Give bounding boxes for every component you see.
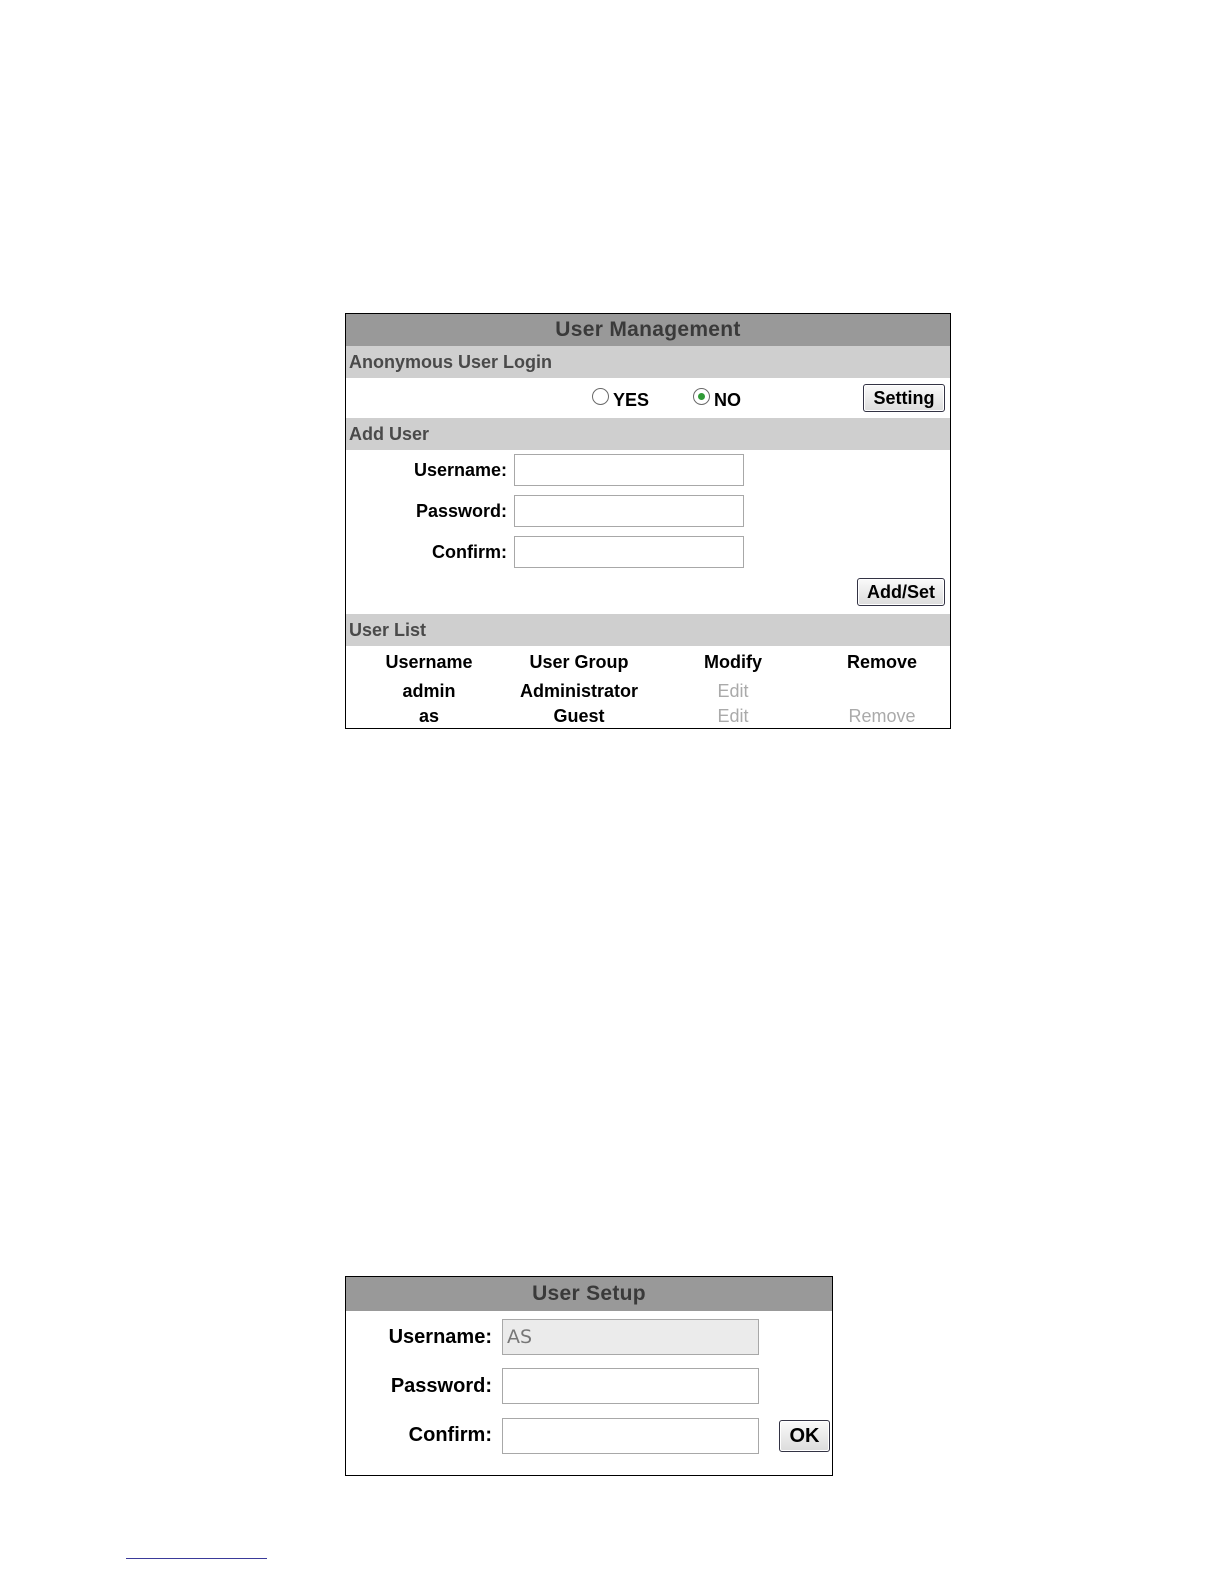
setup-password-input[interactable] bbox=[502, 1368, 759, 1404]
column-header-modify: Modify bbox=[704, 652, 762, 672]
panel-title: User Management bbox=[346, 314, 950, 346]
setup-username-label: Username: bbox=[388, 1326, 492, 1348]
row-2-user-group: Guest bbox=[553, 706, 605, 726]
add-user-form bbox=[346, 450, 950, 614]
anonymous-login-section-header: Anonymous User Login bbox=[346, 346, 950, 378]
user-list-table bbox=[346, 646, 950, 728]
row-2-username: as bbox=[418, 706, 440, 726]
ok-button[interactable]: OK bbox=[779, 1420, 830, 1452]
user-setup-title: User Setup bbox=[346, 1277, 832, 1311]
username-label: Username: bbox=[413, 460, 507, 480]
anonymous-login-row bbox=[346, 378, 950, 418]
confirm-label: Confirm: bbox=[432, 542, 507, 562]
row-2-remove-link[interactable]: Remove bbox=[848, 706, 916, 726]
password-input[interactable] bbox=[514, 495, 744, 527]
confirm-input[interactable] bbox=[514, 536, 744, 568]
user-setup-form bbox=[346, 1311, 832, 1475]
row-1-edit-link[interactable]: Edit bbox=[717, 681, 749, 701]
row-1-user-group: Administrator bbox=[519, 681, 638, 701]
user-list-section-header: User List bbox=[346, 614, 950, 646]
radio-yes[interactable] bbox=[592, 388, 609, 405]
row-1-username: admin bbox=[402, 681, 456, 701]
add-user-section-header: Add User bbox=[346, 418, 950, 450]
add-set-button[interactable]: Add/Set bbox=[857, 578, 945, 606]
setup-username-input: AS bbox=[502, 1319, 759, 1355]
radio-yes-label: YES bbox=[613, 390, 650, 410]
row-2-edit-link[interactable]: Edit bbox=[717, 706, 749, 726]
column-header-username: Username bbox=[385, 652, 473, 672]
setting-button[interactable]: Setting bbox=[863, 384, 945, 412]
username-input[interactable] bbox=[514, 454, 744, 486]
setup-confirm-input[interactable] bbox=[502, 1418, 759, 1454]
setup-password-label: Password: bbox=[390, 1375, 492, 1397]
radio-no[interactable] bbox=[693, 388, 710, 405]
radio-selected-dot bbox=[698, 393, 705, 400]
column-header-user-group: User Group bbox=[529, 652, 629, 672]
setup-confirm-label: Confirm: bbox=[408, 1424, 492, 1446]
footnote-separator bbox=[126, 1558, 267, 1559]
user-setup-panel bbox=[345, 1276, 833, 1476]
column-header-remove: Remove bbox=[846, 652, 918, 672]
user-management-panel bbox=[345, 313, 951, 729]
radio-no-label: NO bbox=[714, 390, 741, 410]
password-label: Password: bbox=[415, 501, 507, 521]
